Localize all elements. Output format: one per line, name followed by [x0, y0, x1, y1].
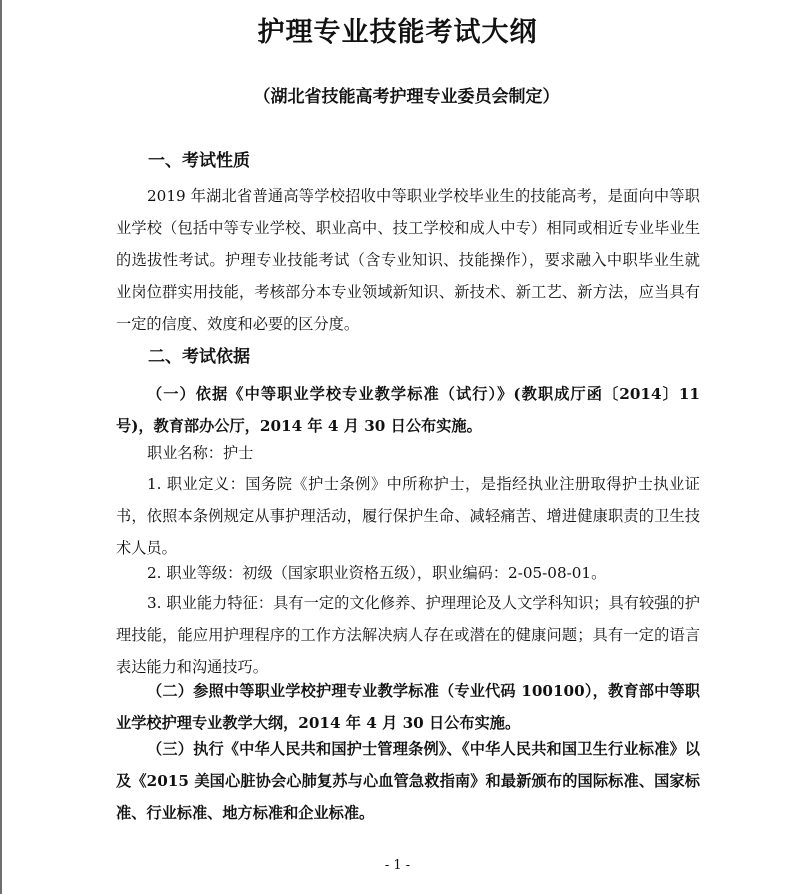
basis-item-2: （二）参照中等职业学校护理专业教学标准（专业代码 100100），教育部中等职业学校护理专业教学大纲，2014 年 4 月 30 日公布实施。 [116, 682, 700, 732]
job-ability: 3. 职业能力特征：具有一定的文化修养、护理理论及人文学科知识；具有较强的护理技能，能应用护理程序的工作方法解决病人存在或潜在的健康问题；具有一定的语言表达能力和沟通技巧。 [116, 594, 700, 676]
basis-item-3: （三）执行《中华人民共和国护士管理条例》、《中华人民共和国卫生行业标准》以及《2015 美国心脏协会心肺复苏与心血管急救指南》和最新颁布的国际标准、国家标准、行业标准、地方标准和企业标准。 [116, 740, 700, 822]
job-definition: 1. 职业定义：国务院《护士条例》中所称护士，是指经执业注册取得护士执业证书，依照本条例规定从事护理活动，履行保护生命、减轻痛苦、增进健康职责的卫生技术人员。 [116, 475, 700, 557]
page-number: - 1 - [384, 858, 411, 873]
document-title: 护理专业技能考试大纲 [257, 17, 538, 48]
section-paragraph-exam-nature: 2019 年湖北省普通高等学校招收中等职业学校毕业生的技能高考，是面向中等职业学校（包括中等专业学校、职业高中、技工学校和成人中专）相同或相近专业毕业生的选拔性考试。护理专业技能考试（含专业知识、技能操作），要求融入中职毕业生就业岗位群实用技能，考核部分本专业领域新知识、新技术、新工艺、新方法，应当具有一定的信度、效度和必要的区分度。 [116, 187, 700, 333]
section-heading-exam-nature: 一、考试性质 [148, 151, 250, 171]
job-level: 2. 职业等级：初级（国家职业资格五级），职业编码：2-05-08-01。 [147, 564, 607, 582]
document-subtitle: （湖北省技能高考护理专业委员会制定） [253, 87, 560, 107]
job-name: 职业名称：护士 [147, 444, 254, 462]
section-heading-exam-basis: 二、考试依据 [148, 347, 250, 367]
page-edge [0, 0, 2, 894]
basis-item-1: （一）依据《中等职业学校专业教学标准（试行）》(教职成厅函〔2014〕11 号)，教育部办公厅，2014 年 4 月 30 日公布实施。 [116, 385, 700, 435]
